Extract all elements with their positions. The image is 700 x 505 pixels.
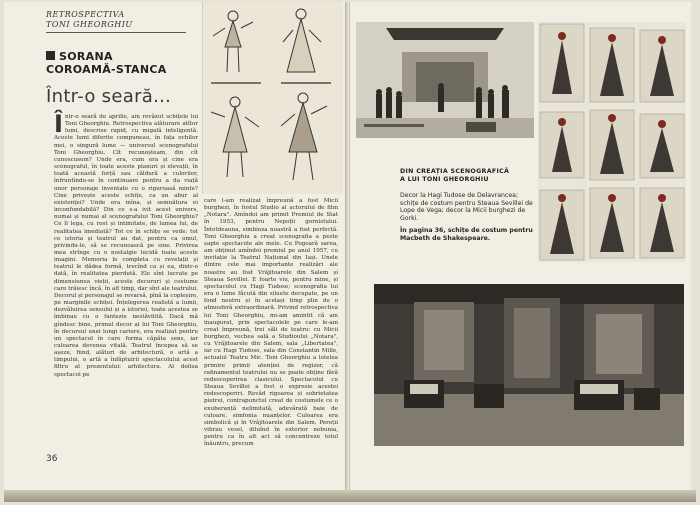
- stage-decor-photo: [356, 22, 534, 138]
- rubric-line-1: RETROSPECTIVA: [46, 10, 125, 19]
- author-line-2: COROAMĂ-STANCA: [46, 63, 167, 76]
- magazine-spread: [4, 2, 696, 502]
- page-number: 36: [46, 454, 58, 464]
- caption-paragraph-2: În pagina 36, schițe de costum pentru Macbeth de Shakespeare.: [400, 227, 533, 242]
- article-headline: Într-o seară...: [46, 86, 172, 107]
- caption-title: [400, 168, 532, 184]
- author-name: [46, 50, 196, 76]
- square-bullet-icon: [46, 51, 55, 60]
- article-column-2: care l-am realizat împreună a fost Micii burghezi, în fostul Studio al actorului de film „Notara". Amîndoi am primit Premiul de Stat în 1953, pentru Nepoții gornistului. Întotdeauna, simbioza noastră a fost perfectă. Toni Gheorghiu a creat scenografia a peste șapte spectacole ale mele. Cu Pogoară sarea, am obținut amîndoi premiul pe anul 1957, cu invitație la Teatrul Național din Iași. Unele dintre cele mai importante realizări ale noastre au fost Vrăjitoarele din Salem și Steaua Sevillei. E foarte viu, pentru mine, și spectacolul cu Hagi Tudose; scenografia lui era o lume făcută din siluete decupate, pe un fond neutru și în același timp plin de o atmosferă extraordinară. Privind retrospectiva lui Toni Gheorghiu, mi-am amintit că am inaugurat, prin spectacolele pe care le-am creat împreună, trei săli de teatru: cu Micii burghezi, vechea sală a Studioului „Notara", cu Vrăjitoarele din Salem, sala „Libertatea", iar cu Hagi Tudose, sala din Constantin Mille, actualul Teatru Mic. Toni Gheorghiu a lotelea primire primii atenției de regizor, că rafinamentul teatrului nu se poate obține fără redescoperirea clasicului. Spectacolul cu Steaua Sevillei a fost o expresie acestei redescoperiri. Revăd rigoarea și sobrietatea pietrei, contrapunctul creat de costumele ce o exuberanță nelimitată, adevărată baie de culoare, simfonia nuanțelor. Culoarea era simbolică și în Vrăjitoarele din Salem. Pereții vibrau vesel, diluînd în exterior nebunia, pentru ca în alt act să concentreze totul înăuntru, precum: [204, 198, 338, 448]
- interior-decor-photo: [374, 284, 684, 446]
- caption-paragraph-1: Decor la Hagi Tudose de Delavrancea; schițe de costum pentru Steaua Sevillei de Lope de Vega; decor la Micii burghezi de Gorki.: [400, 192, 533, 222]
- costume-sketches-image: [202, 2, 342, 194]
- left-page: [4, 2, 347, 490]
- article-column-1: [54, 110, 198, 444]
- caption-title-line-1: DIN CREAȚIA SCENOGRAFICĂ: [400, 168, 510, 175]
- book-bottom-edge: [4, 490, 696, 502]
- article-column-1-text: ntr-o seară de aprilie, am revăzut schițele lui Toni Gheorghiu. Retrospectiva alăturare atîtor lumi, descrise rapid, cu migală inteligentă. Aceste lumi diferite compuneau, în fața ochilor mei, o singură lume — universul scenografului Toni Gheorghiu. Cît recunoșteam, din cît cunoscusem? Unde era, cum era și cine era scenograful, în toate aceste planuri și elevații, în toată această forță sau căldură a culorilor, înfruntîndu-se în continuare pentru a da viață unor personaje inventate cu o riguroasă minte? Cine privește aceste schițe, ca un abur al existenței? Unde era mîna, și semnătura ei inconfundabilă? Din ce s-a ivit acest univers, numai și numai al scenografului Toni Gheorghiu? Ce îl lega, cu rost și intimitate, de lumea lui, de realitatea imediată? Tot ce în schițe se vede: tot ce istoria și teatrul au dat, pentru ca omul, privindu-le, să se recunoască pe sine. Privirea mea strînge cu o nostalgie lucidă toate aceste imagini. Memoria le completa cu revelații și teatrul le dădea formă, trecînd ca și ea, dintr-o dată, în realitatea pierdută. Ele sînt lucrate pe dimensiunea vieții, aceste decoruri și costume care trăiesc încă, în alt timp, dar sînt ale teatrului. Decorul și personajul se revarsă, pînă la copleșire, pe marginile schiței. Înțelegerea realistă a lumii, dezvăluirea sensului și a istoriei, toate acestea se îmbinau cu o fantezie nestăvilită. Dacă mă gîndesc bine, primul decor al lui Toni Gheorghiu, în decursul unei lungi cariere, era realizat pentru un spectacol în care forma căpăta sens, iar culoarea devenea vitală. Teatrul începea să se așeze, fiind, alături de arhitectură, o artă a timpului, o artă a înfăptuirii spectacolului acest filtru al prezentului: arhitectura. Al doilea spectacol pe: [54, 114, 198, 378]
- rubric-line-2: TONI GHEORGHIU: [46, 20, 133, 29]
- caption-title-line-2: A LUI TONI GHEORGHIU: [400, 176, 489, 183]
- author-line-1: SORANA: [59, 50, 113, 63]
- right-page: [349, 2, 691, 490]
- drop-cap: Î: [54, 110, 63, 138]
- caption-text: [400, 192, 534, 248]
- costume-sketches-grid: [538, 22, 686, 262]
- section-rubric: [46, 10, 196, 30]
- rubric-rule: [46, 32, 186, 33]
